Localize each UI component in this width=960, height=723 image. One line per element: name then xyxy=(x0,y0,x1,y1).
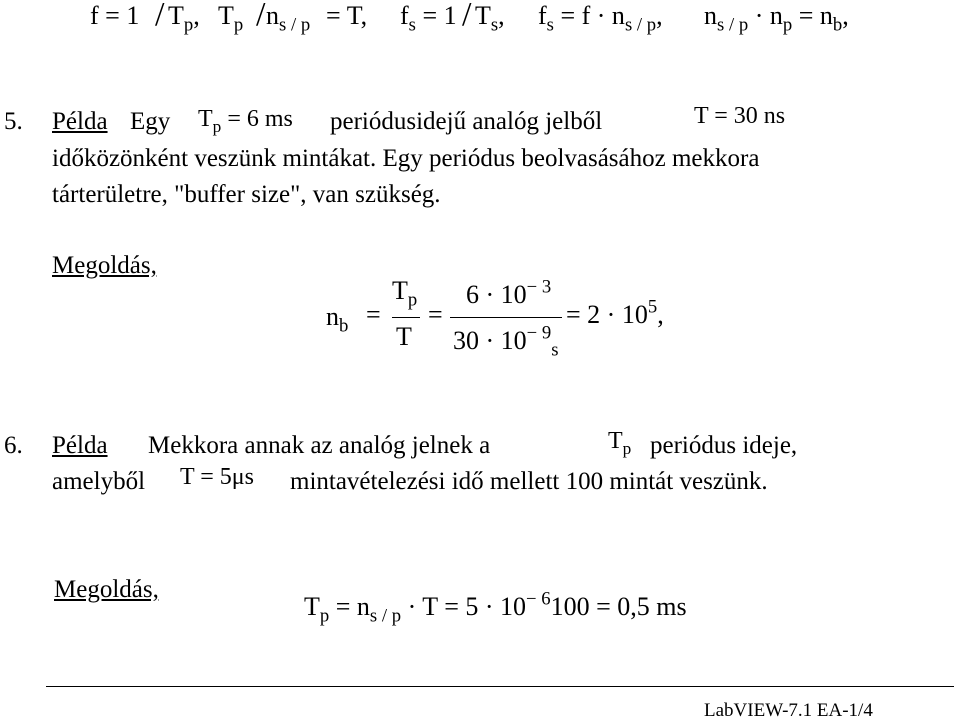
example-label: Példa xyxy=(52,108,108,135)
example-number: 6. xyxy=(4,432,23,459)
formula-f: f = 1 xyxy=(90,1,140,30)
formula-fs: $f_s = 1$ xyxy=(400,1,457,36)
tp-expression: $T_p = 6$ ms xyxy=(198,106,293,137)
slash: / xyxy=(155,0,165,33)
formula-tp: $T_p$ xyxy=(218,1,244,36)
t-expression: T = 30 ns xyxy=(694,103,786,129)
example-text: Mekkora annak az analóg jelnek a xyxy=(148,432,491,459)
example-number: 5. xyxy=(4,108,23,135)
fraction-line xyxy=(392,317,420,318)
formula-f-den: $T_p$, xyxy=(168,1,200,36)
slash: / xyxy=(462,0,472,33)
footer-code: LabVIEW-7.1 EA-1/4 xyxy=(704,700,873,721)
fraction-denominator: $30 \cdot 10^{- 9}_s$ xyxy=(453,322,559,361)
example-text: amelyből xyxy=(52,468,146,495)
example-text: mintavételezési idő mellett 100 mintát veszünk. xyxy=(290,468,768,495)
fraction-line xyxy=(450,317,562,318)
example-text: periódus ideje, xyxy=(650,432,798,459)
example-text-line: időközönként veszünk mintákat. Egy periódus beolvasásához mekkora xyxy=(52,145,760,172)
nb-symbol: $n_b$ xyxy=(326,302,349,337)
solution-label: Megoldás, xyxy=(54,576,159,603)
formula-tp-eq: = T, xyxy=(326,1,368,30)
t-expression: T = 5μs xyxy=(180,464,254,490)
tp-expression: $T_p$ xyxy=(608,428,632,459)
solution-label: Megoldás, xyxy=(52,252,157,279)
equals: = xyxy=(366,300,381,329)
slash: / xyxy=(256,0,266,33)
example-text: Egy xyxy=(130,108,171,135)
solution-expression: $T_p = n_{s / p} \cdot T = 5 \cdot 10^{- 6}100 = 0,5$ ms xyxy=(304,588,687,627)
example-text-line: tárterületre, "buffer size", van szükség. xyxy=(52,181,441,208)
formula-tp-n: $n_{s / p}$ xyxy=(266,1,311,36)
fraction-denominator: T xyxy=(396,322,412,351)
formula-fs-den: $T_s$, xyxy=(475,1,505,36)
fraction-numerator: $6 \cdot 10^{- 3}$ xyxy=(466,276,552,309)
example-text: periódusidejű analóg jelből xyxy=(330,108,603,135)
footer-separator xyxy=(46,686,954,687)
formula-fs2: $f_s = f \cdot n_{s / p}$, xyxy=(538,1,663,36)
formula-nb: $n_{s / p} \cdot n_p = n_b$, xyxy=(704,1,849,36)
fraction-numerator: $T_p$ xyxy=(392,276,418,311)
equals: = xyxy=(428,300,443,329)
result: = $2 \cdot 10^5$, xyxy=(566,296,664,329)
example-label: Példa xyxy=(52,432,108,459)
